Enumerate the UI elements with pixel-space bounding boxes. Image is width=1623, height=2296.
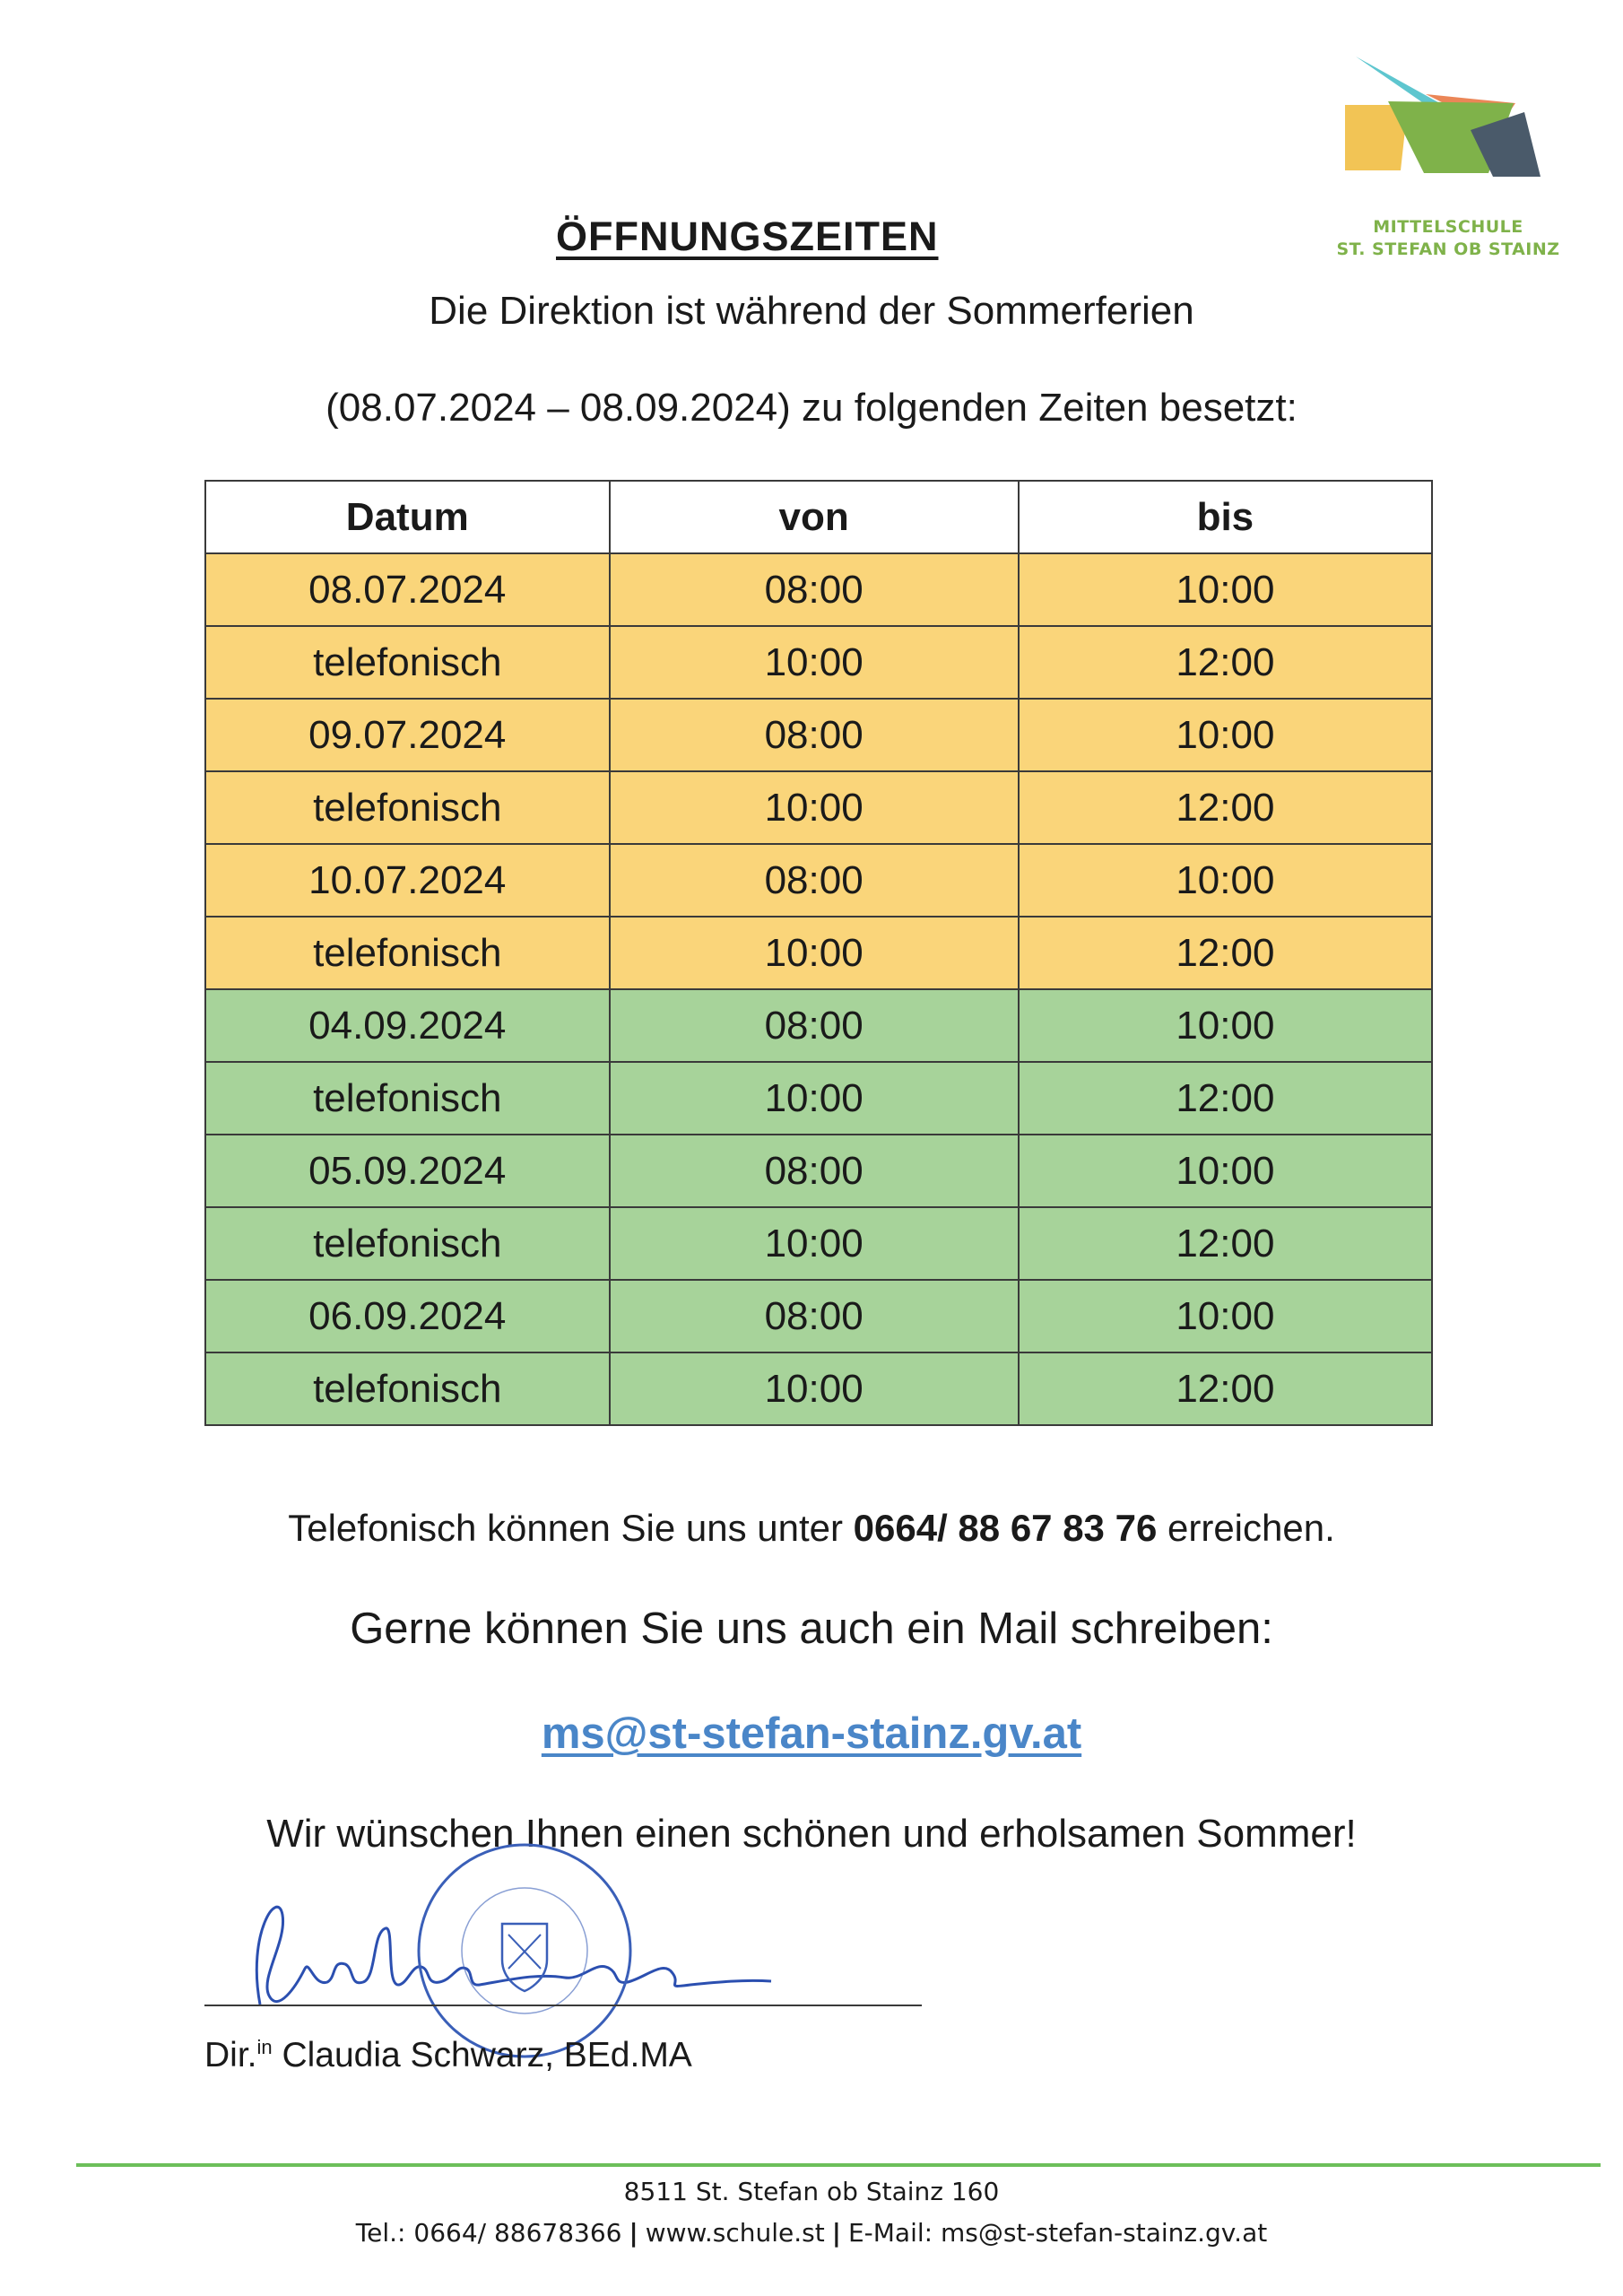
signer-fullname: Claudia Schwarz, BEd.MA bbox=[272, 2036, 692, 2074]
cell-to: 10:00 bbox=[1019, 989, 1432, 1062]
cell-date: telefonisch bbox=[205, 771, 610, 844]
footer-separator: | bbox=[831, 2218, 841, 2248]
intro-line-1: Die Direktion ist während der Sommerferien bbox=[429, 289, 1194, 333]
column-header-to: bis bbox=[1019, 481, 1432, 553]
logo-text-line1: MITTELSCHULE bbox=[1373, 217, 1523, 237]
opening-hours-table bbox=[204, 480, 1433, 1426]
cell-from: 08:00 bbox=[610, 553, 1019, 626]
footer-tel[interactable]: Tel.: 0664/ 88678366 bbox=[355, 2218, 622, 2248]
column-header-from: von bbox=[610, 481, 1019, 553]
phone-prefix: Telefonisch können Sie uns unter bbox=[288, 1507, 854, 1549]
cell-date: 08.07.2024 bbox=[205, 553, 610, 626]
signer-title-sup: in bbox=[256, 2036, 273, 2058]
cell-from: 08:00 bbox=[610, 844, 1019, 917]
phone-info bbox=[0, 1507, 1623, 1550]
table-row bbox=[205, 1280, 1432, 1352]
signer-name bbox=[204, 2036, 692, 2075]
table-row bbox=[205, 1062, 1432, 1135]
mail-intro: Gerne können Sie uns auch ein Mail schreiben: bbox=[350, 1605, 1273, 1653]
phone-suffix: erreichen. bbox=[1157, 1507, 1335, 1549]
cell-from: 10:00 bbox=[610, 626, 1019, 699]
footer-address: 8511 St. Stefan ob Stainz 160 bbox=[623, 2177, 1000, 2206]
cell-from: 08:00 bbox=[610, 1280, 1019, 1352]
table-row bbox=[205, 699, 1432, 771]
cell-to: 12:00 bbox=[1019, 626, 1432, 699]
table-row bbox=[205, 844, 1432, 917]
cell-date: telefonisch bbox=[205, 626, 610, 699]
footer-separator: | bbox=[629, 2218, 638, 2248]
table-header-row bbox=[205, 481, 1432, 553]
cell-from: 08:00 bbox=[610, 1135, 1019, 1207]
table-row bbox=[205, 1135, 1432, 1207]
email-link[interactable]: ms@st-stefan-stainz.gv.at bbox=[541, 1709, 1082, 1758]
cell-date: 09.07.2024 bbox=[205, 699, 610, 771]
cell-from: 08:00 bbox=[610, 989, 1019, 1062]
table-row bbox=[205, 771, 1432, 844]
cell-date: telefonisch bbox=[205, 1207, 610, 1280]
cell-to: 10:00 bbox=[1019, 844, 1432, 917]
page-title: ÖFFNUNGSZEITEN bbox=[556, 213, 939, 259]
cell-to: 12:00 bbox=[1019, 1207, 1432, 1280]
cell-to: 10:00 bbox=[1019, 553, 1432, 626]
cell-date: telefonisch bbox=[205, 917, 610, 989]
school-logo-icon bbox=[1336, 49, 1560, 211]
footer-divider bbox=[76, 2163, 1601, 2167]
cell-date: telefonisch bbox=[205, 1352, 610, 1425]
cell-from: 10:00 bbox=[610, 771, 1019, 844]
cell-to: 12:00 bbox=[1019, 917, 1432, 989]
table-row bbox=[205, 989, 1432, 1062]
table-row bbox=[205, 1207, 1432, 1280]
cell-to: 12:00 bbox=[1019, 1352, 1432, 1425]
table-row bbox=[205, 626, 1432, 699]
cell-to: 10:00 bbox=[1019, 1135, 1432, 1207]
cell-to: 10:00 bbox=[1019, 1280, 1432, 1352]
cell-from: 10:00 bbox=[610, 1352, 1019, 1425]
cell-from: 10:00 bbox=[610, 1207, 1019, 1280]
footer-mail[interactable]: E-Mail: ms@st-stefan-stainz.gv.at bbox=[847, 2218, 1268, 2248]
cell-from: 10:00 bbox=[610, 1062, 1019, 1135]
table-row bbox=[205, 553, 1432, 626]
cell-date: 06.09.2024 bbox=[205, 1280, 610, 1352]
cell-from: 10:00 bbox=[610, 917, 1019, 989]
signature-line bbox=[204, 2005, 922, 2006]
school-logo bbox=[1336, 49, 1560, 265]
column-header-date: Datum bbox=[205, 481, 610, 553]
cell-to: 12:00 bbox=[1019, 1062, 1432, 1135]
cell-from: 08:00 bbox=[610, 699, 1019, 771]
closing-wish: Wir wünschen Ihnen einen schönen und erholsamen Sommer! bbox=[266, 1812, 1357, 1856]
intro-line-2: (08.07.2024 – 08.09.2024) zu folgenden Zeiten besetzt: bbox=[325, 386, 1298, 430]
cell-date: telefonisch bbox=[205, 1062, 610, 1135]
cell-to: 12:00 bbox=[1019, 771, 1432, 844]
cell-date: 04.09.2024 bbox=[205, 989, 610, 1062]
table-row bbox=[205, 1352, 1432, 1425]
logo-text-line2: ST. STEFAN OB STAINZ bbox=[1336, 239, 1560, 259]
footer-web[interactable]: www.schule.st bbox=[645, 2218, 825, 2248]
table-row bbox=[205, 917, 1432, 989]
official-stamp bbox=[408, 1834, 641, 2067]
signer-title: Dir. bbox=[204, 2036, 257, 2074]
footer-contact bbox=[0, 2218, 1623, 2248]
cell-date: 05.09.2024 bbox=[205, 1135, 610, 1207]
phone-number[interactable]: 0664/ 88 67 83 76 bbox=[853, 1507, 1158, 1549]
cell-date: 10.07.2024 bbox=[205, 844, 610, 917]
cell-to: 10:00 bbox=[1019, 699, 1432, 771]
